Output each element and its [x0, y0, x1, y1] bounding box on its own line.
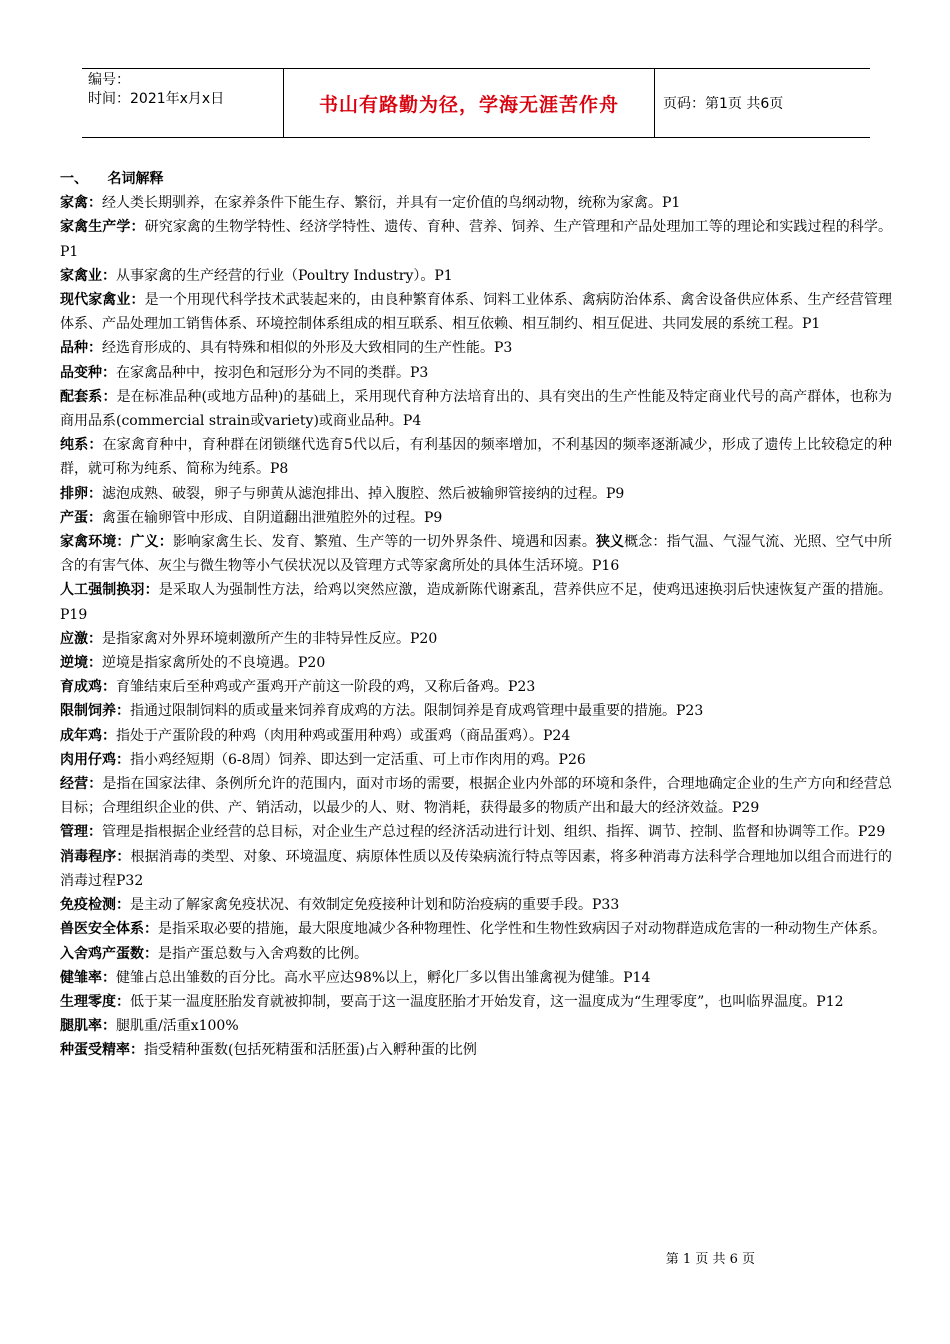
definition-term: 应激：	[60, 630, 102, 647]
definition-entry	[60, 191, 892, 215]
definition-text: 从事家禽的生产经营的行业（Poultry Industry）。P1	[116, 267, 453, 284]
document-body	[60, 167, 892, 1063]
definition-text: 管理是指根据企业经营的总目标，对企业生产总过程的经济活动进行计划、组织、指挥、调节、控制、监督和协调等工作。P29	[102, 824, 886, 841]
definition-term: 家禽生产学：	[60, 219, 145, 236]
definition-text: 经人类长期驯养，在家养条件下能生存、繁衍，并具有一定价值的鸟纲动物，统称为家禽。P1	[102, 195, 681, 212]
definition-text: 低于某一温度胚胎发育就被抑制，要高于这一温度胚胎才开始发育，这一温度成为“生理零度”，也叫临界温度。P12	[130, 993, 844, 1010]
definition-term: 兽医安全体系：	[60, 921, 158, 938]
section-title: 一、 名词解释	[60, 171, 164, 187]
definition-term: 成年鸡：	[60, 727, 116, 744]
definition-entry	[60, 893, 892, 917]
definition-text: 是在标准品种(或地方品种)的基础上，采用现代育种方法培育出的、具有突出的生产性能及特定商业代号的高产群体，也称为商用品系(commercial strain或variety)或商业品种。P4	[60, 388, 893, 430]
definition-text: 在家禽品种中，按羽色和冠形分为不同的类群。P3	[116, 364, 429, 381]
definition-term: 纯系：	[60, 437, 103, 454]
definition-entry	[60, 845, 892, 893]
definition-entry	[60, 1014, 892, 1038]
definition-text: 是指采取必要的措施，最大限度地减少各种物理性、化学性和生物性致病因子对动物群造成危害的一种动物生产体系。	[158, 921, 886, 938]
definition-term: 生理零度：	[60, 993, 130, 1010]
definition-text: 在家禽育种中，育种群在闭锁继代选育5代以后，有利基因的频率增加，不利基因的频率逐渐减少，形成了遗传上比较稳定的种群，就可称为纯系、简称为纯系。P8	[60, 437, 893, 478]
definition-entry	[60, 772, 892, 820]
definition-text: 腿肌重/活重x100%	[116, 1018, 239, 1035]
definition-term: 现代家禽业：	[60, 292, 145, 309]
definition-text: 研究家禽的生物学特性、经济学特性、遗传、育种、营养、饲养、生产管理和产品处理加工等的理论和实践过程的科学。P1	[60, 219, 893, 260]
definition-text: 根据消毒的类型、对象、环境温度、病原体性质以及传染病流行特点等因素，将多种消毒方法科学合理地加以组合而进行的消毒过程P32	[60, 848, 893, 889]
document-time: 时间：2021年x月x日	[88, 91, 225, 107]
definition-entry	[60, 578, 892, 626]
definition-term: 品变种：	[60, 364, 116, 381]
definition-text: 是采取人为强制性方法，给鸡以突然应激，造成新陈代谢紊乱，营养供应不足，使鸡迅速换羽后快速恢复产蛋的措施。P19	[60, 582, 893, 623]
definition-term: 限制饲养：	[60, 703, 130, 720]
definition-term: 人工强制换羽：	[60, 582, 159, 599]
definition-entry	[60, 942, 892, 966]
definition-entry	[60, 288, 892, 336]
definition-subtext: 概念：指气温、气湿气流、光照、空气中所含的有害气体、灰尘与微生物等小气侯状况以及管理方式等家禽所处的具体生活环境。P16	[60, 534, 893, 575]
definition-text: 指受精种蛋数(包括死精蛋和活胚蛋)占入孵种蛋的比例	[144, 1042, 477, 1059]
definition-text: 指通过限制饲料的质或量来饲养育成鸡的方法。限制饲养是育成鸡管理中最重要的措施。P23	[130, 703, 704, 720]
definition-list	[60, 191, 892, 1062]
definition-entry	[60, 966, 892, 990]
definition-term: 排卵：	[60, 485, 102, 502]
definition-term: 家禽：	[60, 195, 102, 212]
definition-entry	[60, 264, 892, 288]
definition-entry	[60, 627, 892, 651]
definition-term: 家禽环境：广义：	[60, 534, 173, 551]
footer-page-number: 第 1 页 共 6 页	[665, 1252, 755, 1267]
definition-term: 育成鸡：	[60, 679, 116, 696]
page-header	[82, 68, 870, 138]
definition-text: 是指家禽对外界环境刺激所产生的非特异性反应。P20	[102, 630, 438, 647]
definition-entry	[60, 917, 892, 941]
definition-subterm: 狭义	[595, 534, 625, 551]
definition-text: 指小鸡经短期（6-8周）饲养、即达到一定活重、可上市作肉用的鸡。P26	[130, 751, 586, 768]
header-meta	[82, 69, 283, 137]
definition-entry	[60, 482, 892, 506]
definition-text: 是主动了解家禽免疫状况、有效制定免疫接种计划和防治疫病的重要手段。P33	[130, 897, 620, 914]
document-number: 编号：	[88, 72, 130, 88]
definition-entry	[60, 651, 892, 675]
definition-text: 滤泡成熟、破裂，卵子与卵黄从滤泡排出、掉入腹腔、然后被输卵管接纳的过程。P9	[102, 485, 625, 502]
definition-term: 腿肌率：	[60, 1018, 116, 1035]
definition-entry	[60, 724, 892, 748]
definition-term: 品种：	[60, 340, 102, 357]
definition-entry	[60, 215, 892, 263]
definition-entry	[60, 336, 892, 360]
header-page-number: 页码：第1页 共6页	[663, 96, 784, 112]
definition-text: 指处于产蛋阶段的种鸡（肉用种鸡或蛋用种鸡）或蛋鸡（商品蛋鸡）。P24	[116, 727, 571, 744]
page-footer	[0, 1248, 950, 1267]
definition-term: 产蛋：	[60, 509, 102, 526]
definition-entry	[60, 530, 892, 578]
definition-term: 经营：	[60, 776, 103, 793]
definition-text: 育雏结束后至种鸡或产蛋鸡开产前这一阶段的鸡，又称后备鸡。P23	[116, 679, 536, 696]
definition-term: 免疫检测：	[60, 897, 130, 914]
definition-entry	[60, 699, 892, 723]
definition-term: 消毒程序：	[60, 848, 131, 865]
definition-text: 影响家禽生长、发育、繁殖、生产等的一切外界条件、境遇和因素。	[172, 534, 596, 551]
definition-text: 是指产蛋总数与入舍鸡数的比例。	[158, 945, 368, 962]
definition-entry	[60, 385, 892, 433]
definition-entry	[60, 433, 892, 481]
definition-term: 家禽业：	[60, 267, 116, 284]
definition-term: 管理：	[60, 824, 102, 841]
definition-entry	[60, 361, 892, 385]
definition-entry	[60, 675, 892, 699]
definition-entry	[60, 748, 892, 772]
definition-text: 禽蛋在输卵管中形成、自阴道翻出泄殖腔外的过程。P9	[102, 509, 443, 526]
definition-text: 逆境是指家禽所处的不良境遇。P20	[102, 655, 326, 672]
definition-term: 配套系：	[60, 388, 117, 405]
definition-term: 健雏率：	[60, 969, 116, 986]
definition-text: 是指在国家法律、条例所允许的范围内，面对市场的需要，根据企业内外部的环境和条件，合理地确定企业的生产方向和经营总目标；合理组织企业的供、产、销活动，以最少的人、财、物消耗，获得最多的物质产出和最大的经济效益。P29	[60, 776, 892, 817]
definition-text: 健雏占总出雏数的百分比。高水平应达98%以上，孵化厂多以售出雏禽视为健雏。P14	[116, 969, 651, 986]
header-motto: 书山有路勤为径，学海无涯苦作舟	[283, 69, 655, 137]
definition-entry	[60, 506, 892, 530]
definition-term: 种蛋受精率：	[60, 1042, 144, 1059]
definition-term: 逆境：	[60, 655, 102, 672]
definition-entry	[60, 1038, 892, 1062]
definition-term: 肉用仔鸡：	[60, 751, 130, 768]
definition-text: 是一个用现代科学技术武装起来的，由良种繁育体系、饲料工业体系、禽病防治体系、禽舍设备供应体系、生产经营管理体系、产品处理加工销售体系、环境控制体系组成的相互联系、相互依赖、相互制约、相互促进、共同发展的系统工程。P1	[60, 292, 893, 333]
definition-entry	[60, 990, 892, 1014]
definition-text: 经选育形成的、具有特殊和相似的外形及大致相同的生产性能。P3	[102, 340, 513, 357]
definition-term: 入舍鸡产蛋数：	[60, 945, 158, 962]
definition-entry	[60, 820, 892, 844]
